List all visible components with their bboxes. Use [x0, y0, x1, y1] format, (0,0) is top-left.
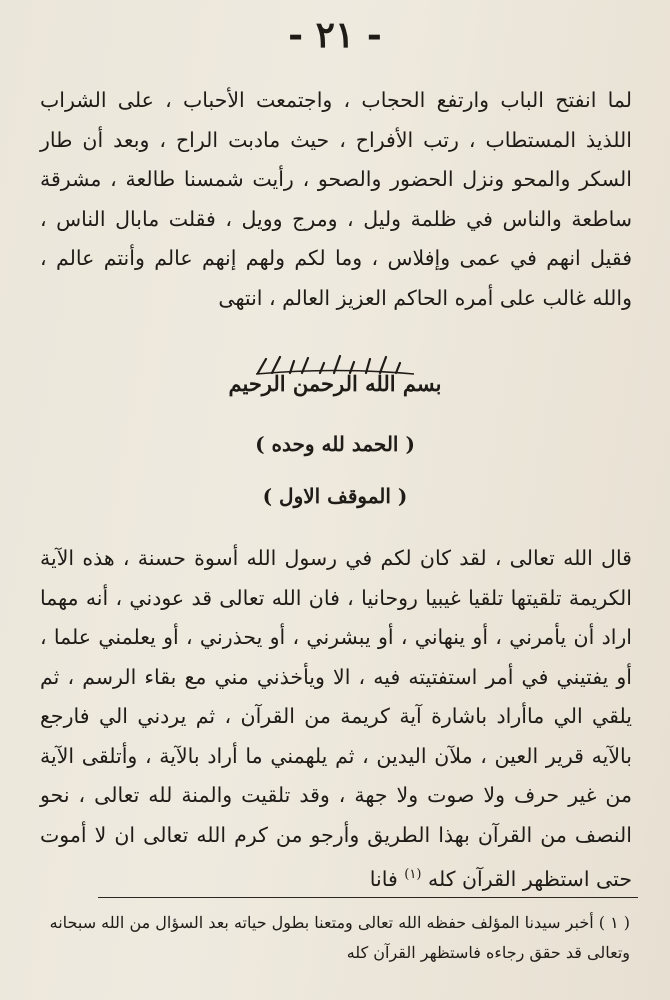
basmala-calligraphy: [0, 353, 670, 396]
page-number: - ٢١ -: [288, 14, 382, 56]
first-station-paragraph: [40, 539, 632, 899]
opening-paragraph: لما انفتح الباب وارتفع الحجاب ، واجتمعت الأحباب ، على الشراب اللذيذ المستطاب ، رتب الأفراح ، حيث مادبت الراح ، وبعد أن طار السكر والمحو ونزل الحضور والصحو ، رأيت شمسنا طالعة ، مشرقة ساطعة والناس في ظلمة وليل ، ومرج وويل ، فقلت مابال الناس ، فقيل انهم في عمى وإفلاس ، وما لكم ولهم إنهم عالم وأنتم عالم ، والله غالب على أمره الحاكم العزيز العالم ، انتهى: [40, 88, 632, 310]
heading-first-station: ( الموقف الاول ): [262, 484, 408, 508]
footnote-separator: [98, 897, 638, 898]
first-station-text: قال الله تعالى ، لقد كان لكم في رسول الله أسوة حسنة ، هذه الآية الكريمة تلقيتها تلقيا غيبيا روحانيا ، فان الله تعالى قد عودني ، أنه مهما اراد أن يأمرني ، أو ينهاني ، أو يبشرني ، أو يحذرني ، أو يعلمني علما ، أو يفتيني في أمر استفتيته فيه ، الا ويأخذني مني مع بقاء الرسم ، ثم يلقي الي ماأراد باشارة آية كريمة من القرآن ، ثم يردني الي فارجع بالآيه قرير العين ، ملآن اليدين ، ثم يلهمني ما أراد بالآية ، وأتلقى الآية من غير حرف ولا صوت ولا جهة ، وقد تلقيت والمنة لله تعالى ، نحو النصف من القرآن بهذا الطريق وأرجو من كرم الله تعالى ان لا أموت حتى استظهر القرآن كله: [40, 546, 632, 891]
heading-praise: ( الحمد لله وحده ): [255, 432, 415, 456]
footnote: ( ١ ) أخبر سيدنا المؤلف حفظه الله تعالى ومتعنا بطول حياته بعد السؤال من الله سبحانه وتعالى قد حقق رجاءه فاستظهر القرآن كله: [49, 913, 630, 962]
footnote-reference: (١): [404, 867, 422, 882]
first-station-ending: فانا: [369, 866, 398, 891]
basmala-text: بسم الله الرحمن الرحيم: [228, 371, 442, 396]
